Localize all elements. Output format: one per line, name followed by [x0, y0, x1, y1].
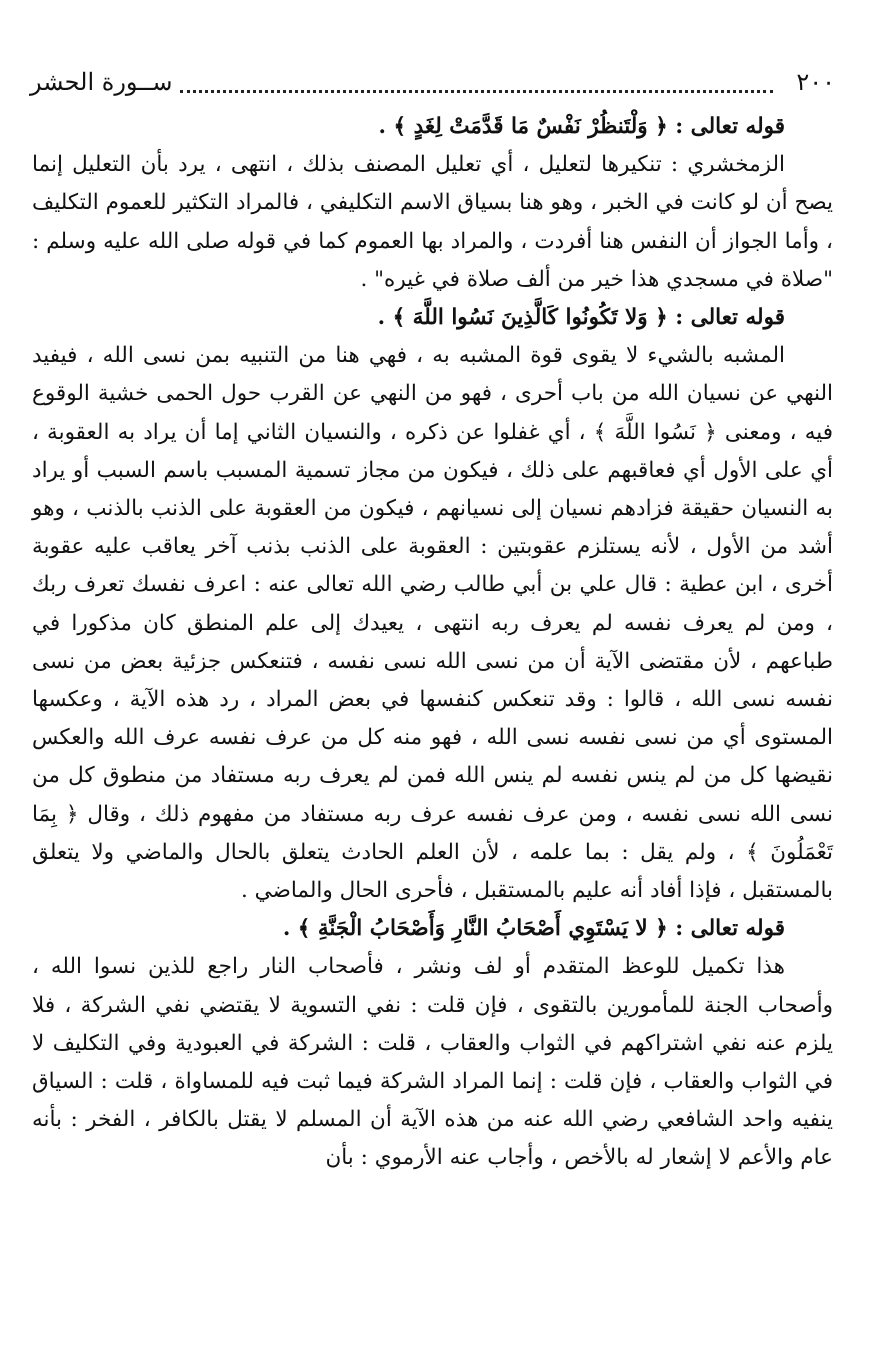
commentary-paragraph: هذا تكميل للوعظ المتقدم أو لف ونشر ، فأصحاب النار راجع للذين نسوا الله ، وأصحاب الجنة للمأمورين بالتقوى ، فإن قلت : نفي التسوية لا يقتضي نفي الشركة ، فلا يلزم عنه نفي اشتراكهم في الثواب والعقاب ، قلت : الشركة في العبودية وفي التكليف لا في الثواب والعقاب ، فإن قلت : إنما المراد الشركة فيما ثبت فيه للمساواة ، قلت : السياق ينفيه واحد الشافعي رضي الله عنه من هذه الآية أن المسلم لا يقتل بالكافر ، الفخر : بأنه عام والأعم لا إشعار له بالأخص ، وأجاب عنه الأرموي : بأن [32, 954, 833, 1171]
verse-heading: قوله تعالى : ﴿ وَلا تَكُونُوا كَالَّذِينَ نَسُوا اللَّهَ ﴾ . [377, 305, 785, 331]
commentary-paragraph: المشبه بالشيء لا يقوى قوة المشبه به ، فهي هنا من التنبيه بمن نسى الله ، فيفيد النهي عن نسيان الله من باب أحرى ، فهو من النهي عن القرب حول الحمى خشية الوقوع فيه ، ومعنى ﴿ نَسُوا اللَّهَ ﴾ ، أي غفلوا عن ذكره ، والنسيان الثاني إما أن يراد به العقوبة ، أي على الأول أي فعاقبهم على ذلك ، فيكون من مجاز تسمية المسبب باسم السبب أو يراد به النسيان حقيقة فزادهم نسيان إلى نسيانهم ، فيكون من العقوبة على الذنب بالذنب ، وهو أشد من الأول ، لأنه يستلزم عقوبتين : العقوبة على الذنب بذنب آخر يعاقب عليه عقوبة أخرى ، ابن عطية : قال علي بن أبي طالب رضي الله تعالى عنه : اعرف نفسك تعرف ربك ، ومن لم يعرف نفسه لم يعرف ربه انتهى ، يعيدك إلى علم المنطق كان مذكورا في طباعهم ، لأن مقتضى الآية أن من نسى الله نسى نفسه ، فتنعكس جزئية بعض من نسى نفسه نسى الله ، قالوا : وقد تنعكس كنفسها في بعض المراد ، رد هذه الآية ، وعكسها المستوى أي من نسى نفسه نسى الله ، فهو منه كل من عرف نفسه عرف الله والعكس نقيضها كل من لم ينس نفسه لم ينس الله فمن لم يعرف ربه مستفاد من منطوق كل من نسى الله نسى نفسه ، ومن عرف نفسه عرف ربه مستفاد من مفهوم ذلك ، وقال ﴿ بِمَا تَعْمَلُونَ ﴾ ، ولم يقل : بما علمه ، لأن العلم الحادث يتعلق بالحال والماضي ولا يتعلق بالمستقبل ، فإذا أفاد أنه عليم بالمستقبل ، فأحرى الحال والماضي . [32, 343, 833, 904]
page-body [32, 108, 833, 1178]
verse-heading: قوله تعالى : ﴿ وَلْتَنظُرْ نَفْسٌ مَا قَدَّمَتْ لِغَدٍ ﴾ . [378, 114, 785, 139]
header-dotted-rule [180, 90, 773, 93]
page-number: ٢٠٠ [796, 68, 835, 96]
page-header [30, 68, 835, 102]
verse-heading: قوله تعالى : ﴿ لا يَسْتَوِي أَصْحَابُ النَّارِ وَأَصْحَابُ الْجَنَّةِ ﴾ . [282, 916, 785, 942]
surah-title: ســورة الحشر [30, 68, 173, 96]
commentary-paragraph: الزمخشري : تنكيرها لتعليل ، أي تعليل المصنف بذلك ، انتهى ، يرد بأن التعليل إنما يصح أن لو كانت في الخبر ، وهو هنا بسياق الاسم التكليفي ، فالمراد التكثير للعموم التكليف ، وأما الجواز أن النفس هنا أفردت ، والمراد بها العموم كما في قوله صلى الله عليه وسلم : "صلاة في مسجدي هذا خير من ألف صلاة في غيره" . [32, 152, 833, 292]
